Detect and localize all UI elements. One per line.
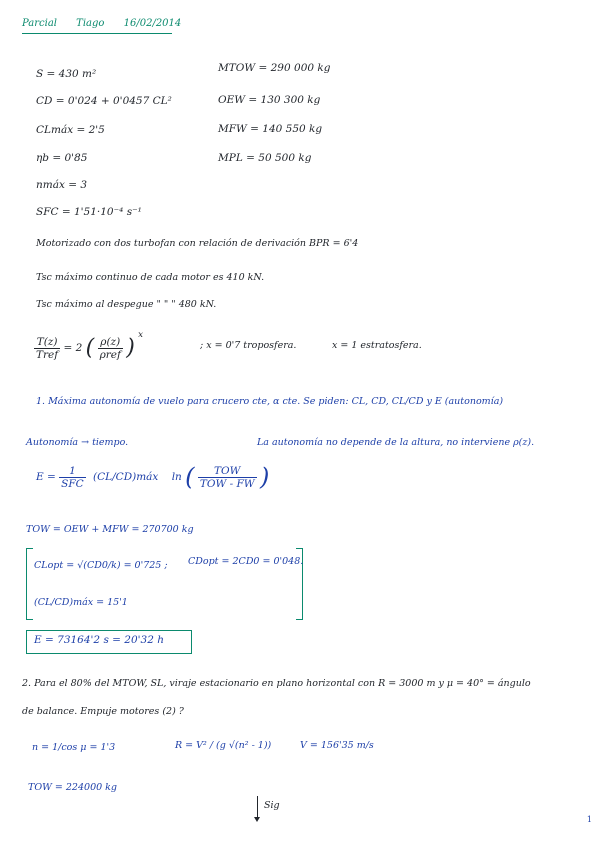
q1-ratio-max: (CL/CD)máx = 15'1 (34, 597, 128, 608)
q2-load-factor: n = 1/cos μ = 1'3 (32, 742, 116, 753)
result-bracket-left (26, 548, 33, 620)
endurance-ln-num: TOW (198, 465, 257, 478)
header-name: Tiago (76, 18, 105, 29)
density-den: ρref (99, 348, 121, 361)
thrust-formula (34, 330, 143, 361)
paren-open: ( (85, 335, 95, 361)
density-ratio (98, 336, 123, 361)
thrust-ratio (34, 336, 60, 361)
q2-statement2: de balance. Empuje motores (2) ? (22, 706, 184, 717)
q1-cdopt: CDopt = 2CD0 = 0'048. (188, 556, 304, 567)
q2-velocity: V = 156'35 m/s (300, 740, 374, 751)
header-subject: Parcial (22, 18, 57, 29)
endurance-sfc-frac (59, 465, 86, 490)
given-clmax: CLmáx = 2'5 (36, 124, 105, 136)
given-surface: S = 430 m² (36, 68, 97, 80)
propulsion-line2: Tsc máximo continuo de cada motor es 410 kN. (36, 272, 265, 283)
endurance-ln: ln (171, 471, 182, 483)
header-date: 16/02/2014 (123, 18, 182, 29)
given-nmax: nmáx = 3 (36, 179, 88, 191)
given-eta: ηb = 0'85 (36, 152, 88, 164)
thrust-note-troposphere: ; x = 0'7 troposfera. (200, 340, 297, 351)
thrust-equals: = 2 (63, 342, 83, 354)
given-mpl: MPL = 50 500 kg (218, 152, 312, 164)
q2-statement: 2. Para el 80% del MTOW, SL, viraje estacionario en plano horizontal con R = 3000 m y μ = 40° = ángulo (22, 678, 531, 689)
density-num: ρ(z) (98, 336, 123, 349)
endurance-formula (36, 463, 269, 491)
ln-paren-close: ) (259, 463, 270, 491)
given-sfc: SFC = 1'51·10⁻⁴ s⁻¹ (36, 206, 142, 218)
thrust-num: T(z) (34, 336, 60, 349)
q1-answer-intro: Autonomía → tiempo. (26, 437, 129, 448)
endurance-ln-frac (198, 465, 257, 490)
q1-result: E = 73164'2 s = 20'32 h (34, 634, 165, 646)
q1-answer-note: La autonomía no depende de la altura, no interviene ρ(z). (257, 437, 535, 448)
q1-statement: 1. Máxima autonomía de vuelo para crucero cte, α cte. Se piden: CL, CD, CL/CD y E (autonomía) (36, 396, 504, 407)
given-drag-polar: CD = 0'024 + 0'0457 CL² (36, 95, 172, 107)
propulsion-line3: Tsc máximo al despegue " " " 480 kN. (36, 299, 217, 310)
thrust-note-stratosphere: x = 1 estratosfera. (332, 340, 422, 351)
endurance-sfc-den: SFC (61, 477, 84, 490)
q1-tow-line: TOW = OEW + MFW = 270700 kg (26, 524, 194, 535)
arrow-label: Sig (264, 800, 280, 811)
q2-turn-radius: R = V² / (g √(n² - 1)) (175, 740, 272, 751)
paren-close: ) (126, 335, 135, 361)
header-underline (22, 33, 172, 34)
down-arrow-icon (257, 796, 258, 818)
endurance-ratio: (CL/CD)máx (93, 471, 159, 483)
header (22, 18, 197, 29)
q1-clopt: CLopt = √(CD0/k) = 0'725 ; (34, 560, 168, 571)
given-mfw: MFW = 140 550 kg (218, 123, 323, 135)
q2-tow-line: TOW = 224000 kg (28, 782, 118, 793)
propulsion-line1: Motorizado con dos turbofan con relación de derivación BPR = 6'4 (36, 238, 359, 249)
page-number: 1 (586, 815, 592, 824)
endurance-lhs: E = (36, 471, 56, 483)
thrust-exponent: x (138, 330, 144, 340)
given-mtow: MTOW = 290 000 kg (218, 62, 331, 74)
given-oew: OEW = 130 300 kg (218, 94, 321, 106)
endurance-sfc-num: 1 (59, 465, 86, 478)
endurance-ln-den: TOW - FW (199, 477, 255, 490)
ln-paren-open: ( (185, 463, 195, 491)
thrust-den: Tref (36, 348, 59, 361)
